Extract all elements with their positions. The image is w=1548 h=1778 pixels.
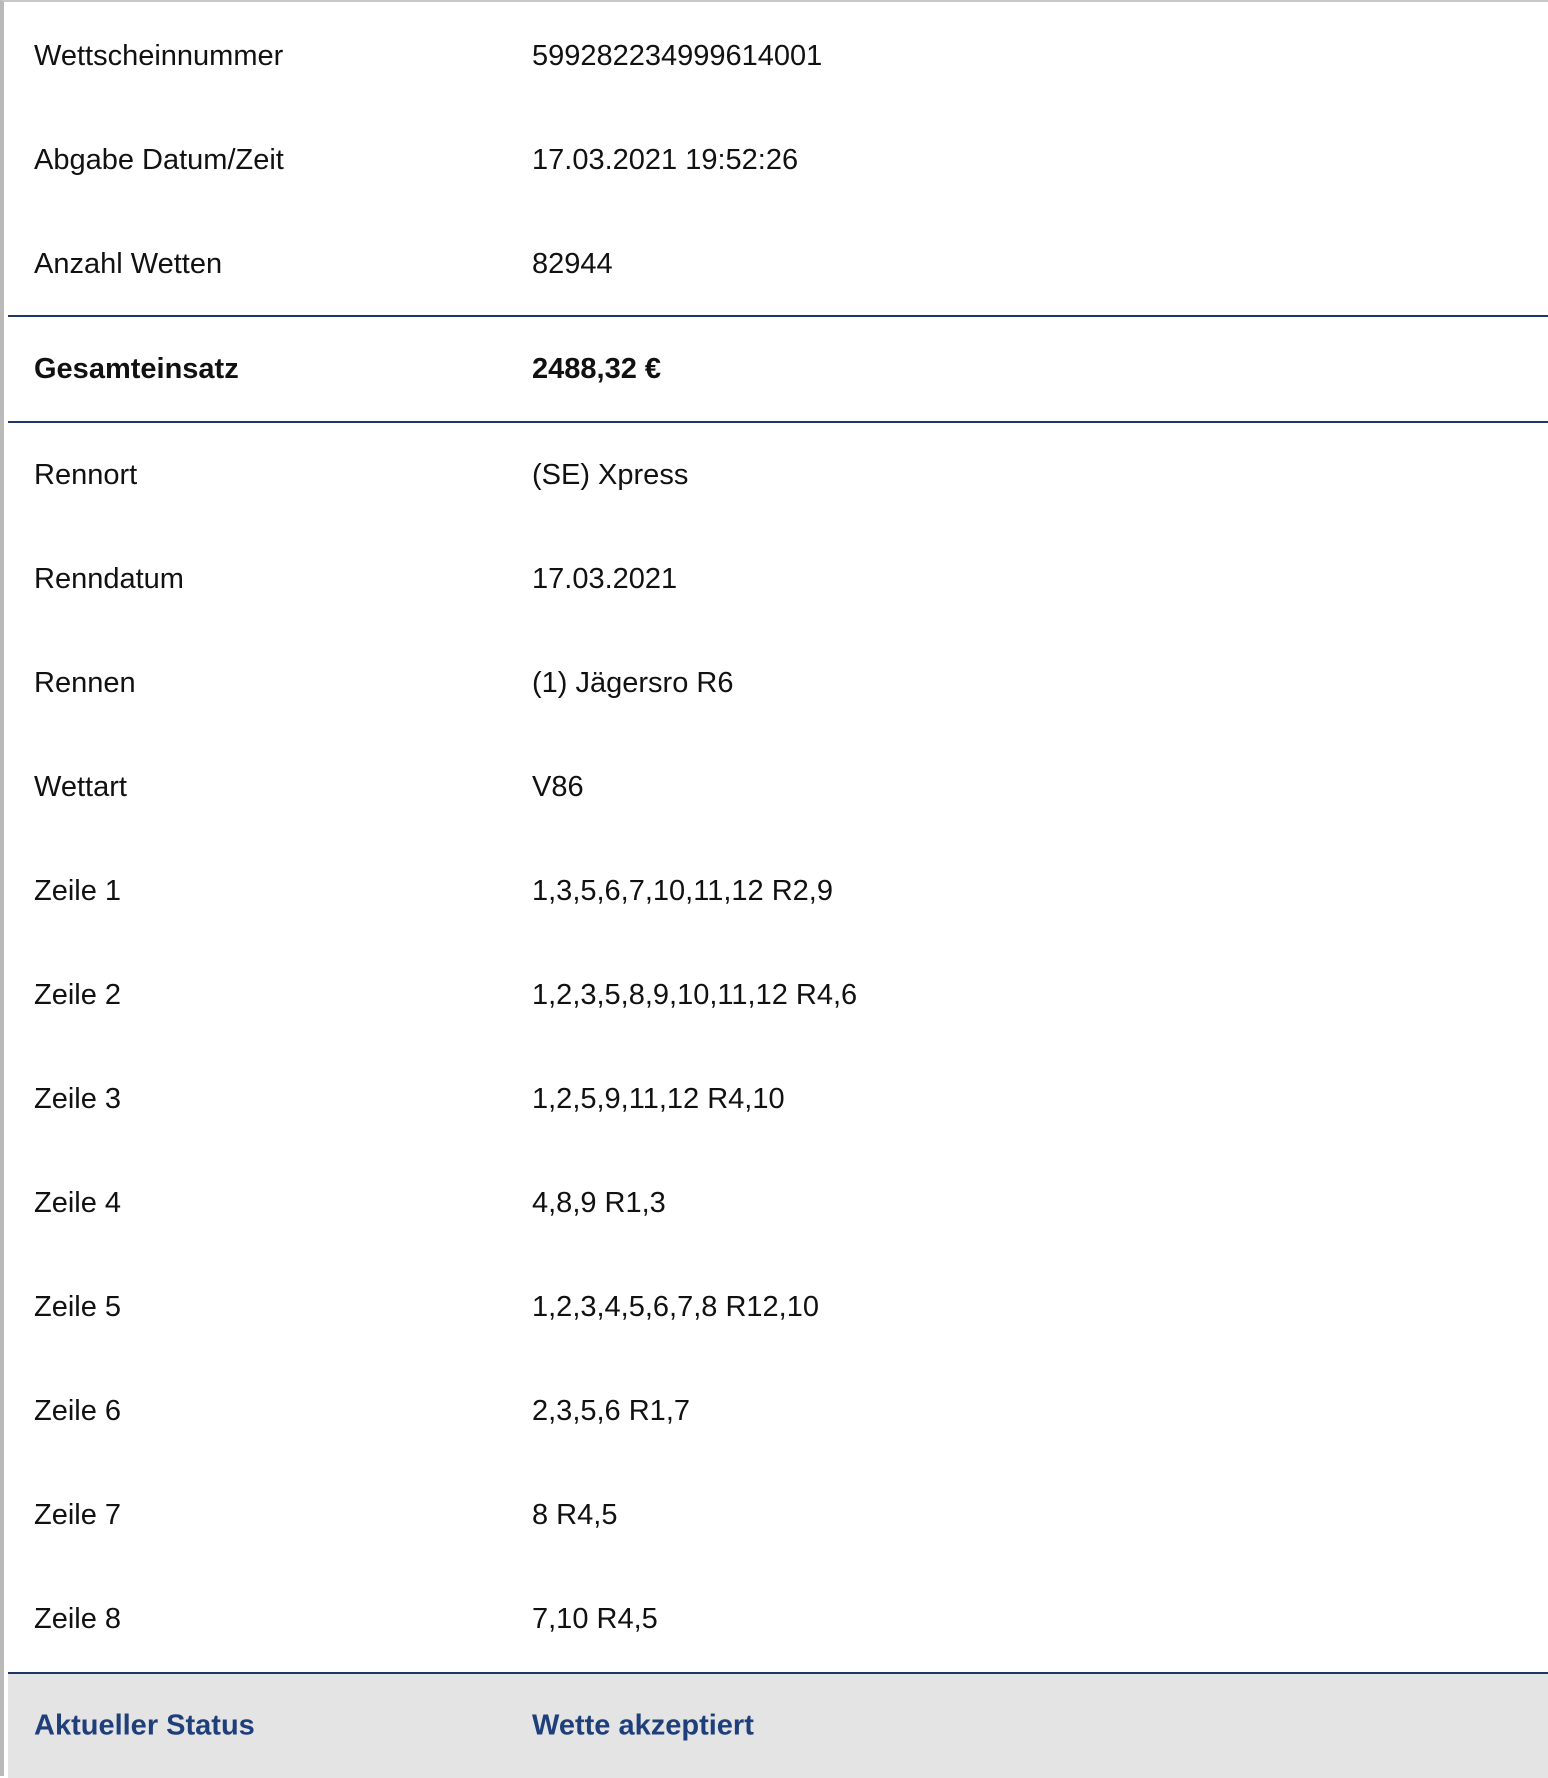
line-row-4 bbox=[8, 1151, 1548, 1255]
total-stake-label: Gesamteinsatz bbox=[34, 352, 239, 385]
bet-type-label: Wettart bbox=[34, 770, 127, 803]
line-value: 2,3,5,6 R1,7 bbox=[532, 1394, 690, 1427]
line-label: Zeile 4 bbox=[34, 1186, 122, 1219]
submission-datetime-label: Abgabe Datum/Zeit bbox=[34, 143, 284, 176]
line-label: Zeile 1 bbox=[34, 874, 122, 907]
current-status-value: Wette akzeptiert bbox=[532, 1709, 754, 1742]
bet-count-label: Anzahl Wetten bbox=[34, 247, 223, 280]
bet-count-value: 82944 bbox=[532, 247, 613, 280]
bet-type-row bbox=[8, 735, 1548, 839]
current-status-label: Aktueller Status bbox=[34, 1709, 255, 1742]
line-row-3 bbox=[8, 1047, 1548, 1151]
bet-type-value: V86 bbox=[532, 770, 584, 803]
total-stake-row bbox=[8, 317, 1548, 421]
race-venue-label: Rennort bbox=[34, 458, 138, 491]
line-value: 1,2,3,4,5,6,7,8 R12,10 bbox=[532, 1290, 819, 1323]
ticket-number-label: Wettscheinnummer bbox=[34, 39, 284, 72]
line-value: 1,2,5,9,11,12 R4,10 bbox=[532, 1082, 785, 1115]
race-label: Rennen bbox=[34, 666, 136, 699]
line-label: Zeile 6 bbox=[34, 1394, 122, 1427]
line-row-6 bbox=[8, 1359, 1548, 1463]
ticket-number-row bbox=[8, 4, 1548, 108]
line-label: Zeile 2 bbox=[34, 978, 122, 1011]
current-status-row bbox=[8, 1674, 1548, 1778]
race-venue-row bbox=[8, 423, 1548, 527]
line-row-7 bbox=[8, 1463, 1548, 1567]
race-value: (1) Jägersro R6 bbox=[532, 666, 734, 699]
race-venue-value: (SE) Xpress bbox=[532, 458, 689, 491]
ticket-number-value: 599282234999614001 bbox=[532, 39, 823, 72]
line-label: Zeile 5 bbox=[34, 1290, 122, 1323]
race-date-label: Renndatum bbox=[34, 562, 184, 595]
submission-datetime-value: 17.03.2021 19:52:26 bbox=[532, 143, 799, 176]
line-value: 7,10 R4,5 bbox=[532, 1602, 658, 1635]
line-row-1 bbox=[8, 839, 1548, 943]
line-value: 1,2,3,5,8,9,10,11,12 R4,6 bbox=[532, 978, 858, 1011]
line-label: Zeile 7 bbox=[34, 1498, 122, 1531]
submission-datetime-row bbox=[8, 108, 1548, 212]
line-value: 8 R4,5 bbox=[532, 1498, 618, 1531]
line-row-5 bbox=[8, 1255, 1548, 1359]
total-stake-value: 2488,32 € bbox=[532, 352, 662, 385]
line-value: 4,8,9 R1,3 bbox=[532, 1186, 666, 1219]
line-label: Zeile 3 bbox=[34, 1082, 122, 1115]
race-date-value: 17.03.2021 bbox=[532, 562, 678, 595]
bet-count-row bbox=[8, 212, 1548, 316]
line-row-2 bbox=[8, 943, 1548, 1047]
line-row-8 bbox=[8, 1567, 1548, 1671]
line-label: Zeile 8 bbox=[34, 1602, 122, 1635]
race-row bbox=[8, 631, 1548, 735]
line-value: 1,3,5,6,7,10,11,12 R2,9 bbox=[532, 874, 833, 907]
race-date-row bbox=[8, 527, 1548, 631]
